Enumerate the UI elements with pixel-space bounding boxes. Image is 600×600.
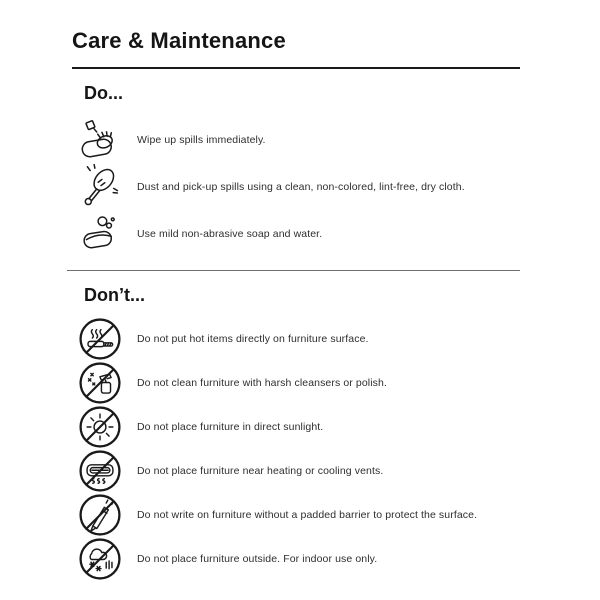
section-divider [67, 270, 520, 271]
no-writing-icon [78, 493, 122, 537]
page-title: Care & Maintenance [72, 28, 286, 53]
no-heating-vents-icon [78, 449, 122, 493]
list-item [72, 116, 520, 163]
list-item [72, 163, 520, 210]
no-outdoor-use-icon [78, 537, 122, 581]
care-instruction-text: Do not write on furniture without a padded barrier to protect the surface. [137, 509, 478, 521]
care-instruction-text: Do not place furniture near heating or cooling vents. [137, 465, 384, 477]
list-item [72, 317, 520, 361]
wipe-spill-icon [76, 116, 126, 163]
duster-icon [76, 163, 126, 210]
dont-section-list [72, 317, 520, 581]
list-item [72, 537, 520, 581]
care-instruction-text: Do not clean furniture with harsh cleansers or polish. [137, 377, 387, 389]
no-harsh-cleansers-icon [78, 361, 122, 405]
page-content [72, 28, 520, 581]
care-instruction-text: Wipe up spills immediately. [137, 133, 266, 146]
list-item [72, 210, 520, 257]
do-section-heading: Do... [84, 83, 123, 103]
no-direct-sunlight-icon [78, 405, 122, 449]
care-instruction-text: Dust and pick-up spills using a clean, non-colored, lint-free, dry cloth. [137, 180, 465, 193]
title-divider [72, 67, 520, 69]
care-instruction-text: Use mild non-abrasive soap and water. [137, 227, 323, 240]
soap-icon [76, 210, 126, 257]
no-hot-items-icon [78, 317, 122, 361]
do-section-list [72, 116, 520, 257]
care-instruction-text: Do not place furniture in direct sunlight. [137, 421, 324, 433]
list-item [72, 405, 520, 449]
list-item [72, 361, 520, 405]
list-item [72, 449, 520, 493]
care-instruction-text: Do not put hot items directly on furniture surface. [137, 333, 369, 345]
dont-section-heading: Don’t... [84, 285, 145, 305]
list-item [72, 493, 520, 537]
care-instruction-text: Do not place furniture outside. For indoor use only. [137, 553, 378, 565]
